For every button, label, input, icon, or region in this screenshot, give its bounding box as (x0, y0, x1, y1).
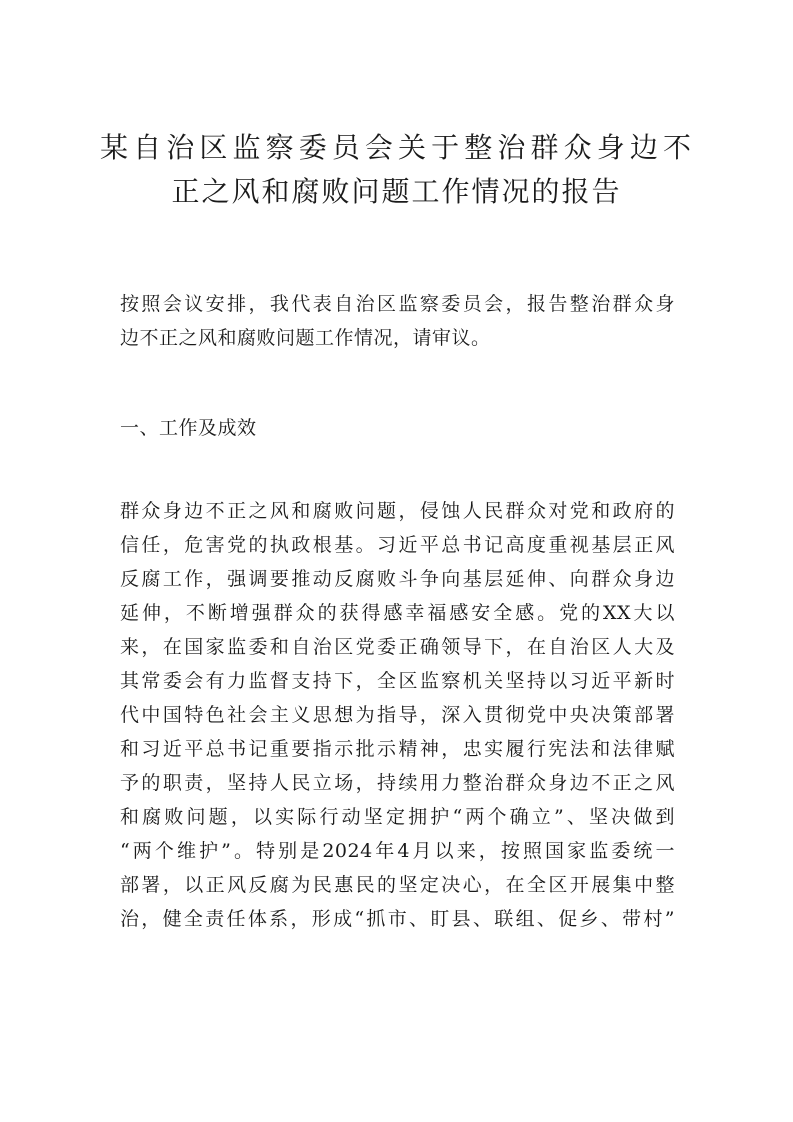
intro-line: 边不正之风和腐败问题工作情况，请审议。 (120, 327, 491, 349)
intro-line: 按照会议安排，我代表自治区监察委员会，报告整治群众身 (120, 293, 675, 315)
body-line: 予的职责，坚持人民立场，持续用力整治群众身边不正之风 (120, 772, 675, 794)
section-heading (120, 411, 675, 445)
body-line: 群众身边不正之风和腐败问题，侵蚀人民群众对党和政府的 (120, 500, 675, 522)
body-line: 和习近平总书记重要指示批示精神，忠实履行宪法和法律赋 (120, 738, 675, 760)
body-line: 反腐工作，强调要推动反腐败斗争向基层延伸、向群众身边 (120, 568, 675, 590)
body-line: 信任，危害党的执政根基。习近平总书记高度重视基层正风 (120, 534, 675, 556)
document-title (100, 126, 693, 214)
body-paragraph (120, 494, 675, 936)
body-line: 代中国特色社会主义思想为指导，深入贯彻党中央决策部署 (120, 704, 675, 726)
body-line: 其常委会有力监督支持下，全区监察机关坚持以习近平新时 (120, 670, 675, 692)
body-line: 治，健全责任体系，形成“抓市、盯县、联组、促乡、带村” (120, 908, 675, 930)
title-line-1: 某自治区监察委员会关于整治群众身边不 (100, 131, 693, 164)
body-line: 延伸，不断增强群众的获得感幸福感安全感。党的XX大以 (120, 602, 675, 624)
body-line: 部署，以正风反腐为民惠民的坚定决心，在全区开展集中整 (120, 874, 675, 896)
intro-paragraph (120, 287, 675, 355)
body-line: 来，在国家监委和自治区党委正确领导下，在自治区人大及 (120, 636, 675, 658)
title-line-2: 正之风和腐败问题工作情况的报告 (171, 175, 622, 208)
section-heading-text: 一、工作及成效 (120, 417, 257, 439)
body-line: 和腐败问题，以实际行动坚定拥护“两个确立”、坚决做到 (120, 806, 675, 828)
body-line: “两个维护”。特别是2024年4月以来，按照国家监委统一 (120, 840, 675, 862)
